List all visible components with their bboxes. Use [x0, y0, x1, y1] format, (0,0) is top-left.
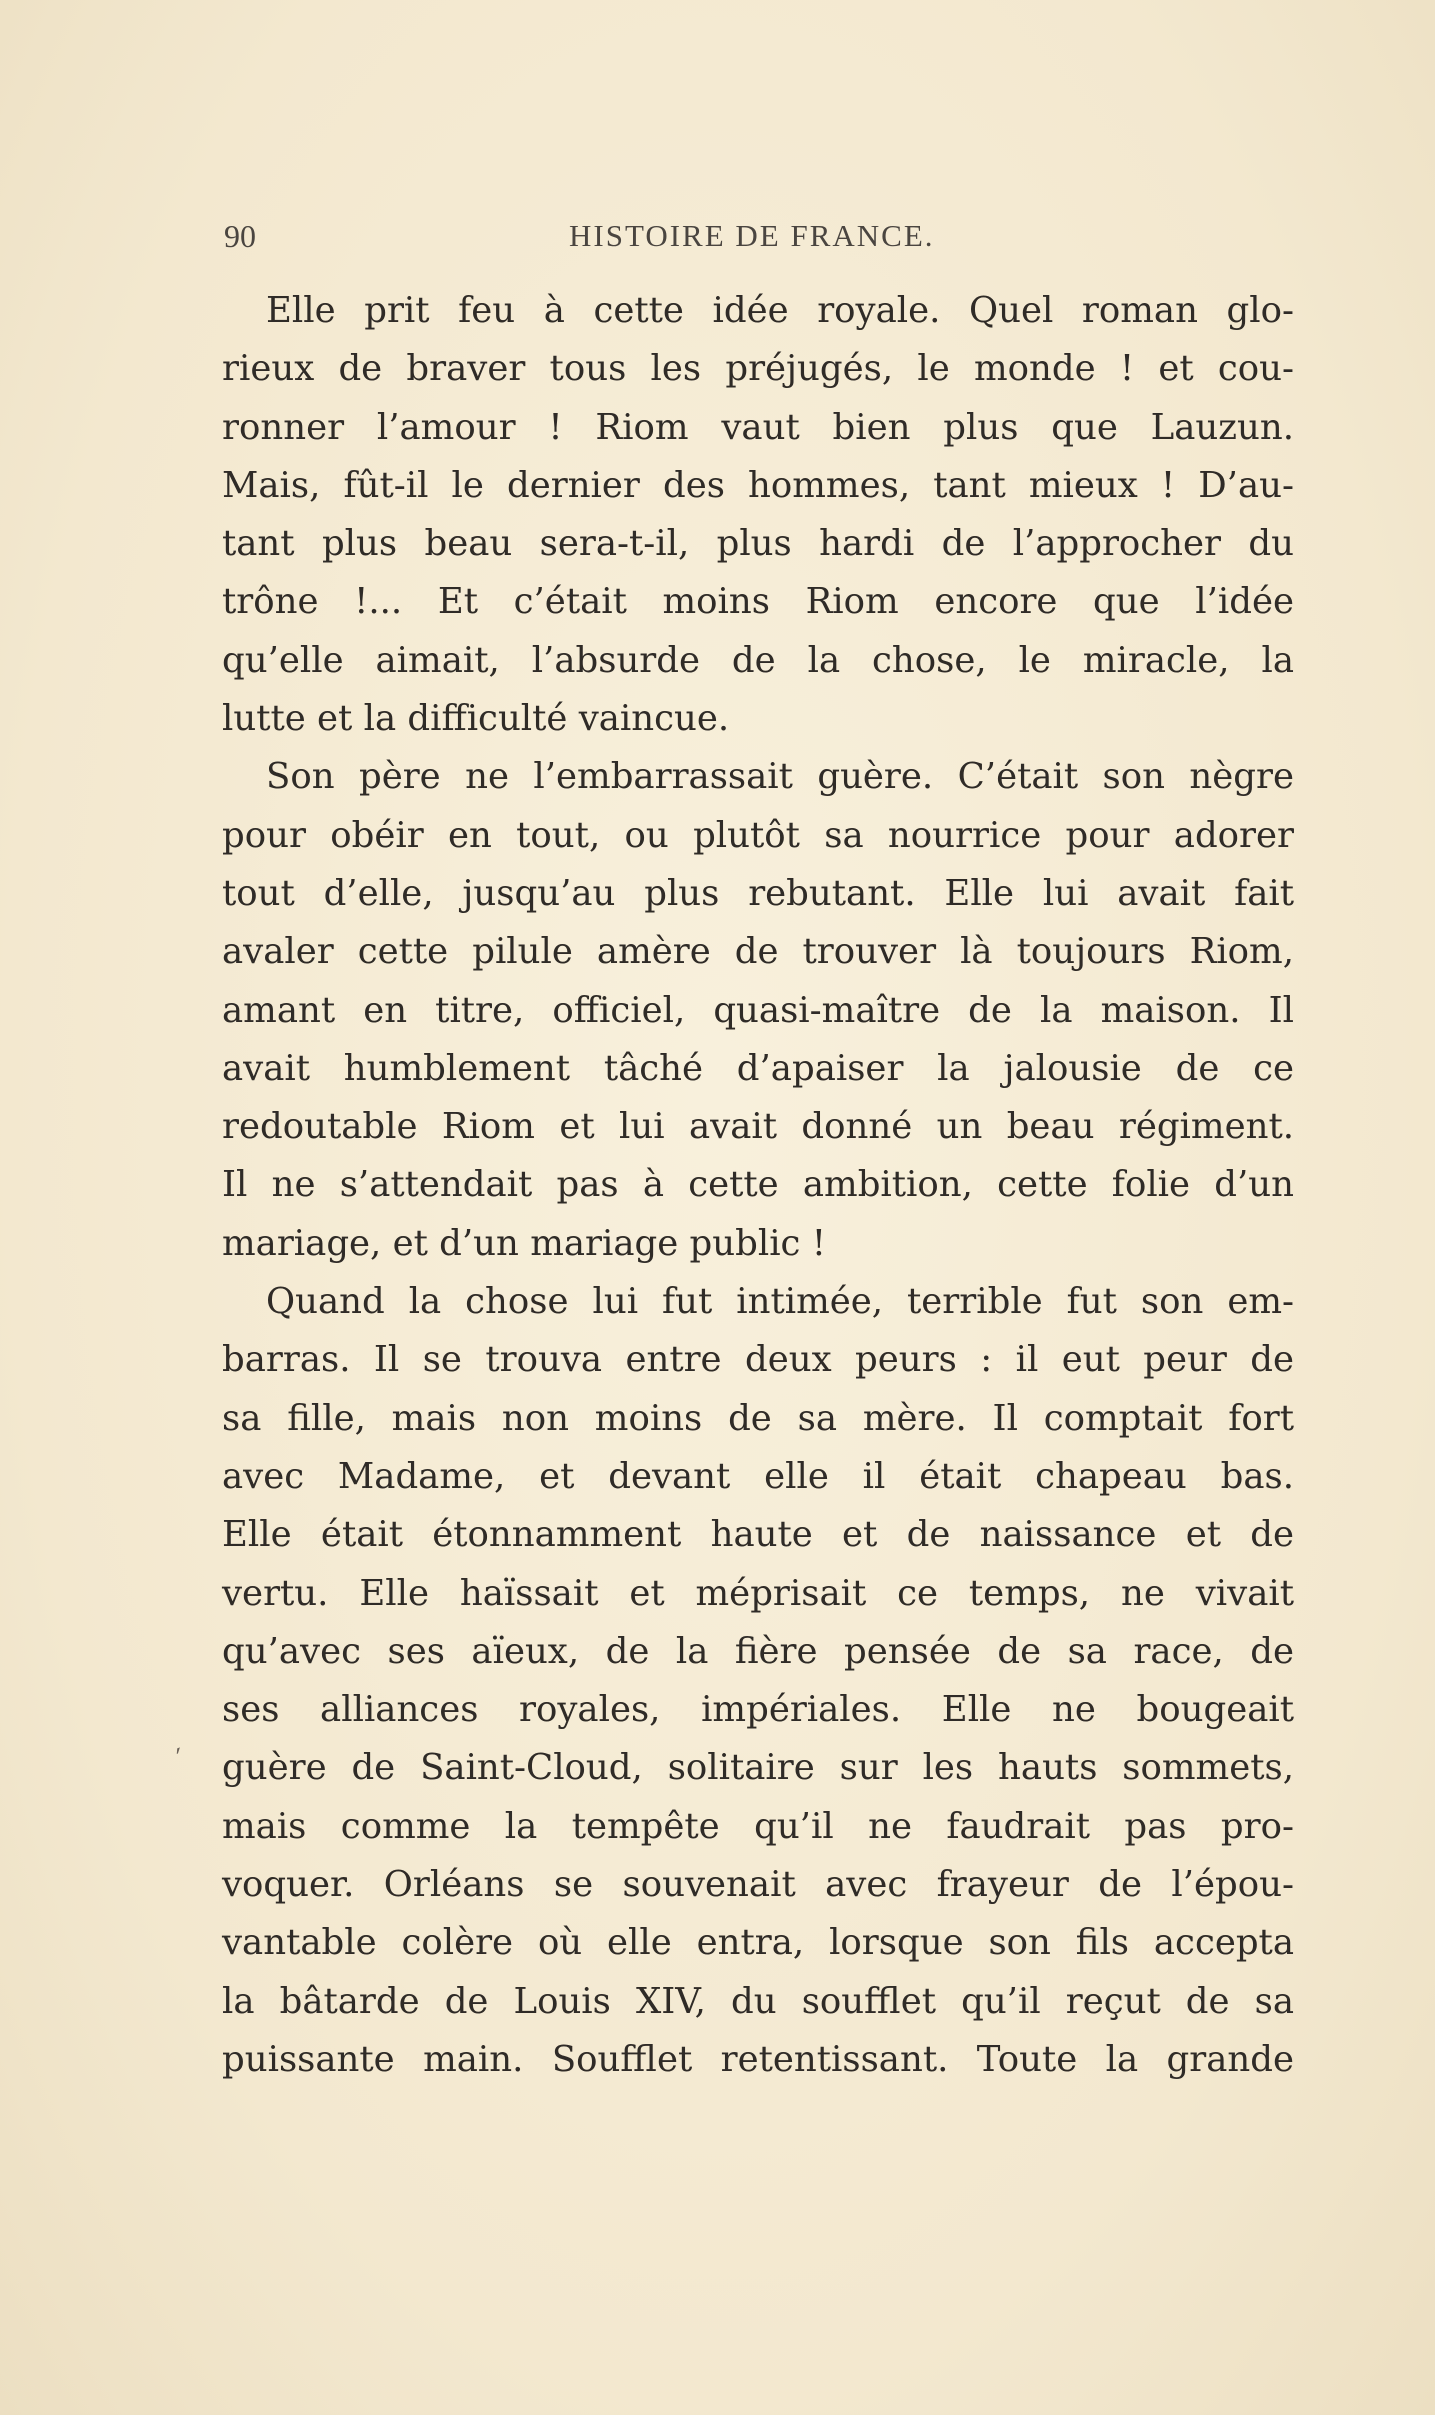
- body-text: [222, 282, 1294, 2089]
- text-line: guère de Saint-Cloud, solitaire sur les hauts sommets,: [222, 1747, 1294, 1789]
- paragraph-2: [222, 748, 1294, 1273]
- text-line: rieux de braver tous les préjugés, le monde ! et cou-: [222, 348, 1294, 390]
- text-line: la bâtarde de Louis XIV, du soufflet qu’il reçut de sa: [222, 1980, 1294, 2022]
- text-line: barras. Il se trouva entre deux peurs : il eut peur de: [222, 1339, 1294, 1381]
- paragraph-1: [222, 282, 1294, 748]
- text-line: avec Madame, et devant elle il était chapeau bas.: [222, 1455, 1294, 1497]
- text-line: ses alliances royales, impériales. Elle ne bougeait: [222, 1689, 1294, 1731]
- text-line: Elle prit feu à cette idée royale. Quel roman glo-: [266, 290, 1294, 331]
- page-number: 90: [224, 218, 256, 254]
- text-line: trône !... Et c’était moins Riom encore que l’idée: [222, 581, 1294, 623]
- running-head: [224, 218, 1294, 262]
- text-line: vertu. Elle haïssait et méprisait ce temps, ne vivait: [222, 1572, 1294, 1614]
- text-line: amant en titre, officiel, quasi-maître de la maison. Il: [222, 989, 1294, 1031]
- margin-mark: ′: [172, 1741, 190, 1776]
- text-line: sa fille, mais non moins de sa mère. Il comptait fort: [222, 1397, 1294, 1439]
- text-line: ronner l’amour ! Riom vaut bien plus que Lauzun.: [222, 406, 1294, 448]
- text-line: voquer. Orléans se souvenait avec frayeur de l’épou-: [222, 1864, 1294, 1906]
- running-title: HISTOIRE DE FRANCE.: [569, 218, 935, 253]
- text-line: pour obéir en tout, ou plutôt sa nourrice pour adorer: [222, 814, 1294, 856]
- text-line: Son père ne l’embarrassait guère. C’était son nègre: [266, 756, 1294, 798]
- text-line: Quand la chose lui fut intimée, terrible fut son em-: [266, 1281, 1294, 1323]
- text-line: vantable colère où elle entra, lorsque son fils accepta: [222, 1922, 1294, 1964]
- text-line: qu’avec ses aïeux, de la fière pensée de sa race, de: [222, 1630, 1294, 1672]
- paragraph-3: [222, 1273, 1294, 2089]
- text-line: Mais, fût-il le dernier des hommes, tant mieux ! D’au-: [222, 464, 1294, 506]
- text-line: qu’elle aimait, l’absurde de la chose, le miracle, la: [222, 639, 1294, 681]
- text-line: puissante main. Soufflet retentissant. Toute la grande: [222, 2038, 1294, 2080]
- text-line: Il ne s’attendait pas à cette ambition, cette folie d’un: [222, 1164, 1294, 1206]
- text-line: Elle était étonnamment haute et de naissance et de: [222, 1514, 1294, 1556]
- text-line: lutte et la difficulté vaincue.: [222, 698, 730, 740]
- text-line: mariage, et d’un mariage public !: [222, 1222, 826, 1264]
- text-line: redoutable Riom et lui avait donné un beau régiment.: [222, 1106, 1294, 1148]
- text-line: tant plus beau sera-t-il, plus hardi de l’approcher du: [222, 523, 1294, 565]
- text-line: mais comme la tempête qu’il ne faudrait pas pro-: [222, 1805, 1294, 1847]
- text-line: avaler cette pilule amère de trouver là toujours Riom,: [222, 931, 1294, 973]
- text-line: tout d’elle, jusqu’au plus rebutant. Elle lui avait fait: [222, 872, 1294, 914]
- text-line: avait humblement tâché d’apaiser la jalousie de ce: [222, 1047, 1294, 1089]
